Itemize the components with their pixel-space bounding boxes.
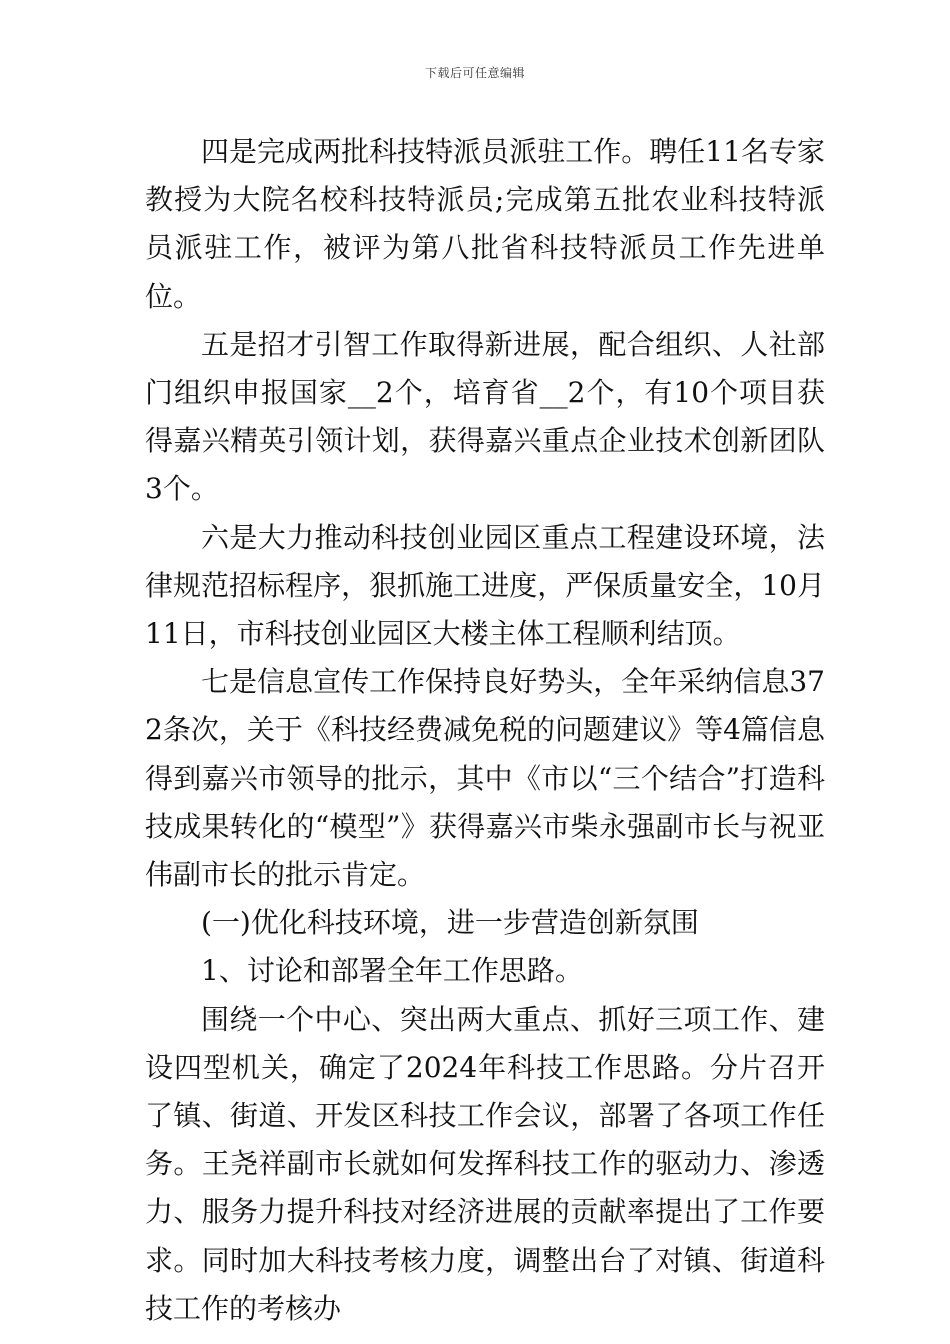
paragraph-four-special-commissioners: 四是完成两批科技特派员派驻工作。聘任11名专家教授为大院名校科技特派员;完成第五批农业科技特派员派驻工作，被评为第八批省科技特派员工作先进单位。 [145,135,825,313]
section-heading-optimize-environment: (一)优化科技环境，进一步营造创新氛围 [201,906,699,940]
paragraph-annual-work-plan: 围绕一个中心、突出两大重点、抓好三项工作、建设四型机关，确定了2024年科技工作思路。分片召开了镇、街道、开发区科技工作会议，部署了各项工作任务。王尧祥副市长就如何发挥科技工作的驱动力、渗透力、服务力提升科技对经济进展的贡献率提出了工作要求。同时加大科技考核力度，调整出台了对镇、街道科技工作的考核办 [145,1002,825,1325]
subsection-heading-work-ideas: 1、讨论和部署全年工作思路。 [201,954,583,988]
paragraph-seven-information-publicity: 七是信息宣传工作保持良好势头，全年采纳信息372条次，关于《科技经费减免税的问题建议》等4篇信息得到嘉兴市领导的批示，其中《市以“三个结合”打造科技成果转化的“模型”》获得嘉兴市柴永强副市长与祝亚伟副市长的批示肯定。 [145,665,825,892]
paragraph-six-science-park: 六是大力推动科技创业园区重点工程建设环境，法律规范招标程序，狠抓施工进度，严保质量安全，10月11日，市科技创业园区大楼主体工程顺利结顶。 [145,520,825,651]
paragraph-five-talent-recruitment: 五是招才引智工作取得新进展，配合组织、人社部门组织申报国家__2个，培育省__2个，有10个项目获得嘉兴精英引领计划，获得嘉兴重点企业技术创新团队3个。 [145,327,825,506]
document-body [145,128,825,1333]
page-header: 下载后可任意编辑 [424,66,525,80]
